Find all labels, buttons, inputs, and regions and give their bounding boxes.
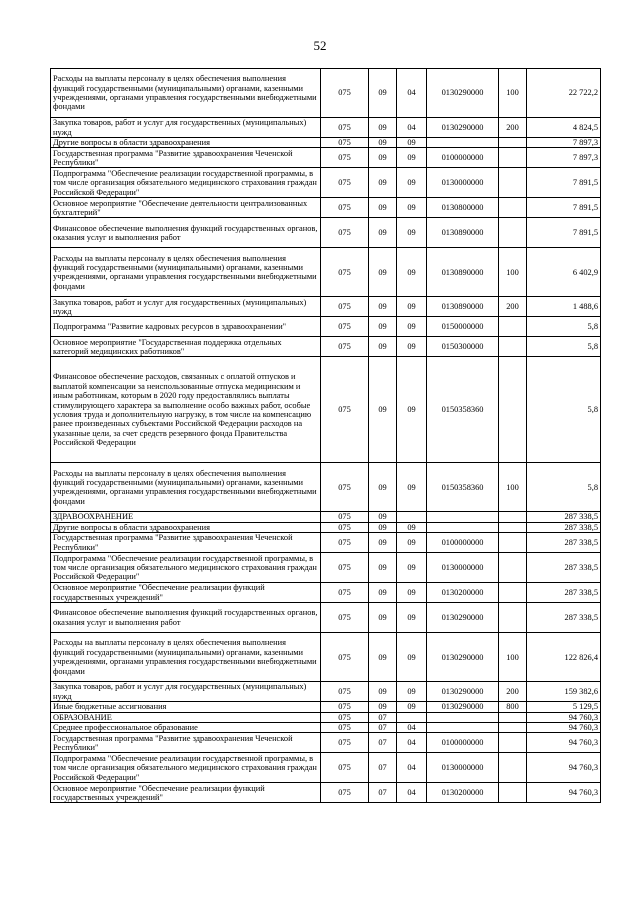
table-row <box>51 723 601 733</box>
cell-target-article: 0150358360 <box>427 357 499 463</box>
cell-subsection: 04 <box>397 118 427 138</box>
cell-expense-type <box>499 198 527 218</box>
cell-subsection: 09 <box>397 553 427 583</box>
table-row <box>51 583 601 603</box>
cell-target-article <box>427 723 499 733</box>
cell-subsection <box>397 712 427 722</box>
cell-section: 09 <box>369 118 397 138</box>
page-number: 52 <box>313 38 327 53</box>
cell-expense-type <box>499 168 527 198</box>
cell-section: 09 <box>369 522 397 532</box>
cell-target-article: 0150300000 <box>427 337 499 357</box>
cell-subsection: 09 <box>397 583 427 603</box>
cell-expense-type <box>499 337 527 357</box>
cell-subsection: 09 <box>397 337 427 357</box>
cell-section: 09 <box>369 512 397 522</box>
cell-grbs: 075 <box>321 357 369 463</box>
cell-target-article: 0100000000 <box>427 533 499 553</box>
cell-expense-type: 100 <box>499 248 527 297</box>
cell-expense-type: 200 <box>499 682 527 702</box>
cell-section: 09 <box>369 69 397 118</box>
cell-target-article <box>427 712 499 722</box>
cell-target-article: 0130200000 <box>427 583 499 603</box>
cell-subsection: 09 <box>397 317 427 337</box>
cell-amount: 5,8 <box>527 337 601 357</box>
cell-section: 09 <box>369 218 397 248</box>
table-row <box>51 522 601 532</box>
cell-name: Другие вопросы в области здравоохранения <box>51 522 321 532</box>
cell-subsection: 09 <box>397 633 427 682</box>
cell-section: 09 <box>369 702 397 712</box>
cell-amount: 5,8 <box>527 357 601 463</box>
cell-expense-type <box>499 603 527 633</box>
cell-amount: 5 129,5 <box>527 702 601 712</box>
cell-amount: 6 402,9 <box>527 248 601 297</box>
cell-subsection: 09 <box>397 463 427 512</box>
cell-subsection: 09 <box>397 682 427 702</box>
cell-grbs: 075 <box>321 633 369 682</box>
cell-subsection: 09 <box>397 168 427 198</box>
cell-expense-type <box>499 522 527 532</box>
cell-amount: 7 891,5 <box>527 168 601 198</box>
cell-grbs: 075 <box>321 198 369 218</box>
cell-expense-type <box>499 733 527 753</box>
cell-amount: 94 760,3 <box>527 753 601 783</box>
cell-name: Иные бюджетные ассигнования <box>51 702 321 712</box>
cell-subsection: 04 <box>397 783 427 803</box>
cell-expense-type: 200 <box>499 297 527 317</box>
cell-target-article: 0130290000 <box>427 633 499 682</box>
cell-expense-type: 100 <box>499 69 527 118</box>
cell-grbs: 075 <box>321 69 369 118</box>
cell-name: Закупка товаров, работ и услуг для государственных (муниципальных) нужд <box>51 297 321 317</box>
cell-name: Расходы на выплаты персоналу в целях обеспечения выполнения функций государственными (муниципальными) органами, казенными учреждениями, органами управления государственными внебюджетными фондами <box>51 463 321 512</box>
table-row <box>51 138 601 148</box>
cell-section: 07 <box>369 733 397 753</box>
cell-section: 09 <box>369 138 397 148</box>
cell-target-article: 0100000000 <box>427 733 499 753</box>
cell-amount: 94 760,3 <box>527 723 601 733</box>
cell-amount: 7 897,3 <box>527 148 601 168</box>
cell-expense-type: 100 <box>499 633 527 682</box>
cell-target-article: 0130290000 <box>427 603 499 633</box>
budget-table-body <box>51 69 601 803</box>
cell-name: Финансовое обеспечение выполнения функций государственных органов, оказания услуг и выполнения работ <box>51 218 321 248</box>
cell-expense-type <box>499 148 527 168</box>
cell-subsection: 09 <box>397 218 427 248</box>
cell-target-article: 0150358360 <box>427 463 499 512</box>
cell-section: 09 <box>369 198 397 218</box>
cell-grbs: 075 <box>321 753 369 783</box>
cell-expense-type <box>499 218 527 248</box>
table-row <box>51 463 601 512</box>
cell-grbs: 075 <box>321 783 369 803</box>
cell-amount: 287 338,5 <box>527 522 601 532</box>
cell-amount: 159 382,6 <box>527 682 601 702</box>
cell-subsection: 09 <box>397 533 427 553</box>
cell-subsection: 09 <box>397 522 427 532</box>
table-row <box>51 337 601 357</box>
cell-name: Подпрограмма "Обеспечение реализации государственной программы, в том числе организация обязательного медицинского страхования граждан Российской Федерации" <box>51 168 321 198</box>
cell-grbs: 075 <box>321 248 369 297</box>
cell-grbs: 075 <box>321 603 369 633</box>
cell-name: Основное мероприятие "Обеспечение реализации функций государственных учреждений" <box>51 583 321 603</box>
cell-target-article: 0130890000 <box>427 248 499 297</box>
table-row <box>51 297 601 317</box>
budget-table <box>50 68 601 803</box>
cell-target-article: 0130890000 <box>427 297 499 317</box>
cell-expense-type <box>499 138 527 148</box>
table-row <box>51 633 601 682</box>
cell-grbs: 075 <box>321 118 369 138</box>
cell-subsection: 09 <box>397 198 427 218</box>
cell-amount: 287 338,5 <box>527 512 601 522</box>
cell-section: 07 <box>369 783 397 803</box>
cell-subsection: 09 <box>397 148 427 168</box>
cell-name: Финансовое обеспечение расходов, связанных с оплатой отпусков и выплатой компенсации за неиспользованные отпуска медицинским и иным работникам, которым в 2020 году предоставлялись выплаты стимулирующего характера за выполнение особо важных работ, особые условия труда и дополнительную нагрузку, в том числе на компенсацию ранее произведенных субъектами Российской Федерации расходов на указанные цели, за счет средств резервного фонда Правительства Российской Федерации <box>51 357 321 463</box>
cell-amount: 7 897,3 <box>527 138 601 148</box>
cell-amount: 94 760,3 <box>527 783 601 803</box>
cell-name: Государственная программа "Развитие здравоохранения Чеченской Республики" <box>51 148 321 168</box>
cell-section: 09 <box>369 168 397 198</box>
cell-subsection: 09 <box>397 702 427 712</box>
table-row <box>51 733 601 753</box>
cell-section: 09 <box>369 317 397 337</box>
cell-target-article: 0130290000 <box>427 118 499 138</box>
cell-name: Основное мероприятие "Обеспечение реализации функций государственных учреждений" <box>51 783 321 803</box>
table-row <box>51 148 601 168</box>
cell-grbs: 075 <box>321 533 369 553</box>
table-row <box>51 218 601 248</box>
cell-subsection: 04 <box>397 733 427 753</box>
cell-section: 09 <box>369 553 397 583</box>
table-row <box>51 69 601 118</box>
cell-target-article: 0130000000 <box>427 753 499 783</box>
cell-amount: 5,8 <box>527 317 601 337</box>
cell-expense-type <box>499 712 527 722</box>
cell-grbs: 075 <box>321 702 369 712</box>
table-row <box>51 712 601 722</box>
cell-expense-type <box>499 583 527 603</box>
table-row <box>51 533 601 553</box>
cell-section: 09 <box>369 337 397 357</box>
cell-target-article: 0130290000 <box>427 682 499 702</box>
cell-section: 09 <box>369 297 397 317</box>
cell-subsection: 09 <box>397 297 427 317</box>
table-row <box>51 553 601 583</box>
cell-target-article <box>427 512 499 522</box>
cell-expense-type <box>499 533 527 553</box>
cell-grbs: 075 <box>321 712 369 722</box>
cell-expense-type: 200 <box>499 118 527 138</box>
cell-name: Государственная программа "Развитие здравоохранения Чеченской Республики" <box>51 733 321 753</box>
cell-subsection: 09 <box>397 357 427 463</box>
cell-name: ЗДРАВООХРАНЕНИЕ <box>51 512 321 522</box>
cell-name: Государственная программа "Развитие здравоохранения Чеченской Республики" <box>51 533 321 553</box>
cell-grbs: 075 <box>321 733 369 753</box>
cell-subsection: 04 <box>397 69 427 118</box>
cell-subsection <box>397 512 427 522</box>
cell-grbs: 075 <box>321 583 369 603</box>
cell-grbs: 075 <box>321 553 369 583</box>
cell-expense-type <box>499 783 527 803</box>
cell-name: ОБРАЗОВАНИЕ <box>51 712 321 722</box>
cell-name: Расходы на выплаты персоналу в целях обеспечения выполнения функций государственными (муниципальными) органами, казенными учреждениями, органами управления государственными внебюджетными фондами <box>51 248 321 297</box>
cell-target-article: 0130290000 <box>427 702 499 712</box>
cell-grbs: 075 <box>321 168 369 198</box>
table-row <box>51 317 601 337</box>
cell-section: 07 <box>369 753 397 783</box>
cell-target-article: 0100000000 <box>427 148 499 168</box>
cell-grbs: 075 <box>321 297 369 317</box>
cell-grbs: 075 <box>321 317 369 337</box>
cell-name: Основное мероприятие "Обеспечение деятельности централизованных бухгалтерий" <box>51 198 321 218</box>
table-row <box>51 248 601 297</box>
cell-name: Финансовое обеспечение выполнения функций государственных органов, оказания услуг и выполнения работ <box>51 603 321 633</box>
cell-target-article: 0130000000 <box>427 553 499 583</box>
cell-target-article: 0130800000 <box>427 198 499 218</box>
cell-target-article <box>427 522 499 532</box>
cell-amount: 7 891,5 <box>527 198 601 218</box>
table-row <box>51 168 601 198</box>
cell-amount: 4 824,5 <box>527 118 601 138</box>
cell-section: 09 <box>369 533 397 553</box>
cell-grbs: 075 <box>321 512 369 522</box>
cell-name: Подпрограмма "Обеспечение реализации государственной программы, в том числе организация обязательного медицинского страхования граждан Российской Федерации" <box>51 753 321 783</box>
cell-grbs: 075 <box>321 138 369 148</box>
cell-section: 09 <box>369 633 397 682</box>
cell-target-article: 0130890000 <box>427 218 499 248</box>
cell-expense-type: 100 <box>499 463 527 512</box>
cell-grbs: 075 <box>321 218 369 248</box>
cell-subsection: 04 <box>397 753 427 783</box>
cell-expense-type <box>499 723 527 733</box>
cell-name: Подпрограмма "Обеспечение реализации государственной программы, в том числе организация обязательного медицинского страхования граждан Российской Федерации" <box>51 553 321 583</box>
cell-section: 09 <box>369 248 397 297</box>
cell-section: 09 <box>369 148 397 168</box>
cell-target-article: 0130200000 <box>427 783 499 803</box>
cell-name: Закупка товаров, работ и услуг для государственных (муниципальных) нужд <box>51 118 321 138</box>
cell-target-article: 0130290000 <box>427 69 499 118</box>
cell-section: 07 <box>369 723 397 733</box>
cell-amount: 7 891,5 <box>527 218 601 248</box>
cell-amount: 122 826,4 <box>527 633 601 682</box>
cell-name: Среднее профессиональное образование <box>51 723 321 733</box>
cell-grbs: 075 <box>321 682 369 702</box>
cell-name: Другие вопросы в области здравоохранения <box>51 138 321 148</box>
cell-amount: 287 338,5 <box>527 583 601 603</box>
cell-subsection: 09 <box>397 248 427 297</box>
cell-amount: 287 338,5 <box>527 553 601 583</box>
cell-expense-type <box>499 317 527 337</box>
cell-name: Расходы на выплаты персоналу в целях обеспечения выполнения функций государственными (муниципальными) органами, казенными учреждениями, органами управления государственными внебюджетными фондами <box>51 69 321 118</box>
cell-amount: 287 338,5 <box>527 603 601 633</box>
table-row <box>51 753 601 783</box>
cell-expense-type: 800 <box>499 702 527 712</box>
cell-name: Основное мероприятие "Государственная поддержка отдельных категорий медицинских работников" <box>51 337 321 357</box>
cell-expense-type <box>499 512 527 522</box>
cell-amount: 22 722,2 <box>527 69 601 118</box>
cell-expense-type <box>499 753 527 783</box>
cell-section: 09 <box>369 357 397 463</box>
table-row <box>51 357 601 463</box>
cell-amount: 287 338,5 <box>527 533 601 553</box>
cell-subsection: 04 <box>397 723 427 733</box>
table-row <box>51 118 601 138</box>
cell-section: 07 <box>369 712 397 722</box>
cell-expense-type <box>499 357 527 463</box>
cell-section: 09 <box>369 583 397 603</box>
cell-amount: 1 488,6 <box>527 297 601 317</box>
cell-section: 09 <box>369 463 397 512</box>
table-row <box>51 603 601 633</box>
cell-grbs: 075 <box>321 463 369 512</box>
cell-grbs: 075 <box>321 337 369 357</box>
cell-grbs: 075 <box>321 522 369 532</box>
table-row <box>51 702 601 712</box>
cell-amount: 94 760,3 <box>527 733 601 753</box>
cell-grbs: 075 <box>321 148 369 168</box>
cell-subsection: 09 <box>397 603 427 633</box>
cell-expense-type <box>499 553 527 583</box>
table-row <box>51 682 601 702</box>
cell-section: 09 <box>369 682 397 702</box>
cell-target-article: 0150000000 <box>427 317 499 337</box>
cell-name: Закупка товаров, работ и услуг для государственных (муниципальных) нужд <box>51 682 321 702</box>
cell-grbs: 075 <box>321 723 369 733</box>
cell-target-article <box>427 138 499 148</box>
cell-section: 09 <box>369 603 397 633</box>
table-row <box>51 198 601 218</box>
table-row <box>51 783 601 803</box>
cell-name: Подпрограмма "Развитие кадровых ресурсов в здравоохранении" <box>51 317 321 337</box>
cell-amount: 94 760,3 <box>527 712 601 722</box>
cell-name: Расходы на выплаты персоналу в целях обеспечения выполнения функций государственными (муниципальными) органами, казенными учреждениями, органами управления государственными внебюджетными фондами <box>51 633 321 682</box>
table-row <box>51 512 601 522</box>
cell-target-article: 0130000000 <box>427 168 499 198</box>
cell-subsection: 09 <box>397 138 427 148</box>
cell-amount: 5,8 <box>527 463 601 512</box>
